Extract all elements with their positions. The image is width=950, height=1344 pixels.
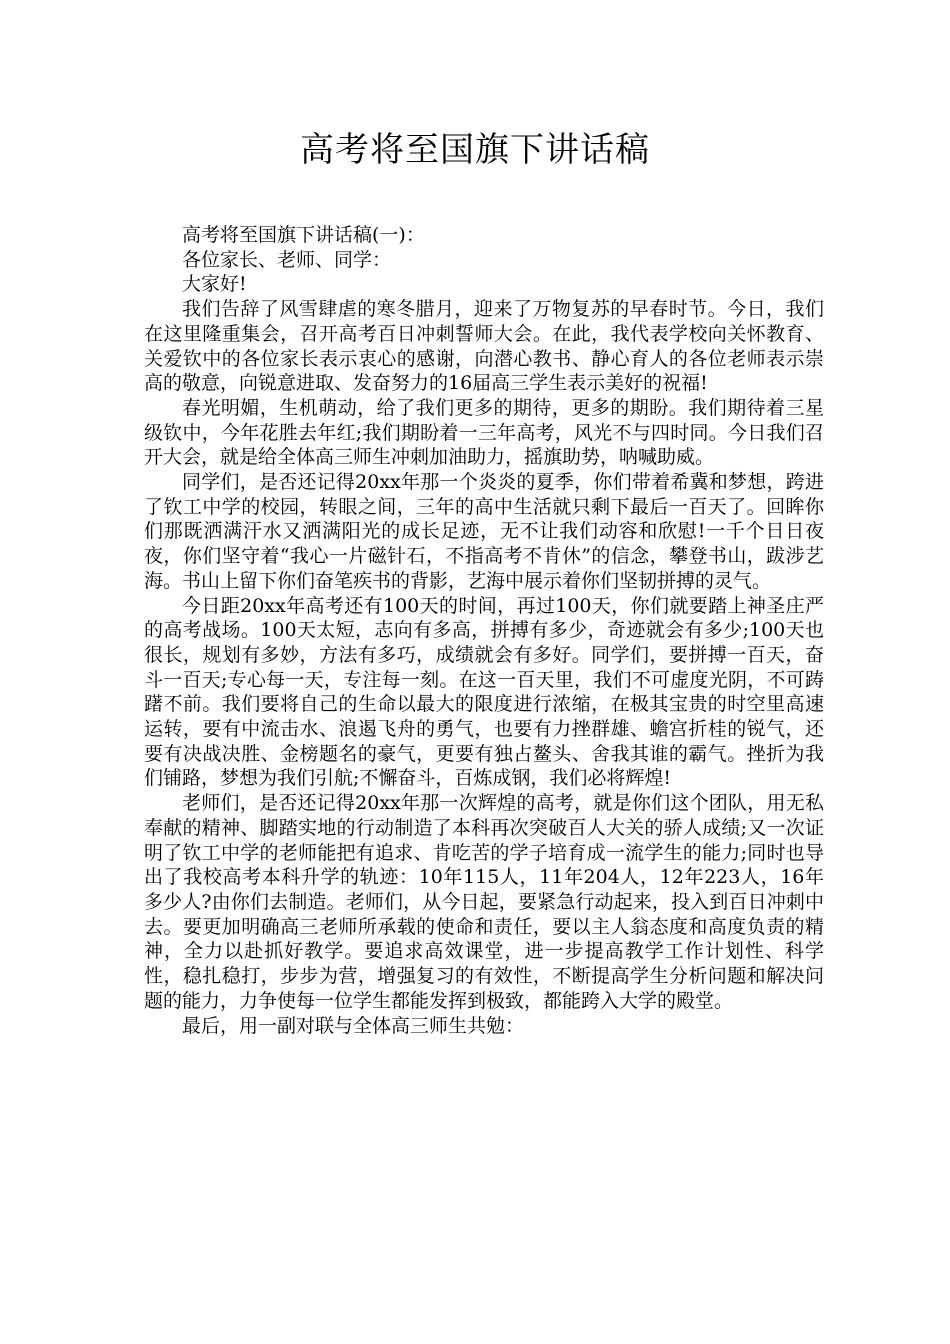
paragraph-teachers: 老师们，是否还记得20xx年那一次辉煌的高考，就是你们这个团队，用无私奉献的精神、脚踏实地的行动制造了本科再次突破百人大关的骄人成绩;又一次证明了钦工中学的老师能把有追求、肯吃苦的学子培育成一流学生的能力;同时也导出了我校高考本科升学的轨迹：10年115人，11年204人，12年223人，16年多少人?由你们去制造。老师们，从今日起，要紧急行动起来，投入到百日冲刺中去。要更加明确高三老师所承载的使命和责任，要以主人翁态度和高度负责的精神，全力以赴抓好教学。要追求高效课堂，进一步提高教学工作计划性、科学性，稳扎稳打，步步为营，增强复习的有效性，不断提高学生分析问题和解决问题的能力，力争使每一位学生都能发挥到极致，都能跨入大学的殿堂。 (144, 792, 824, 1012)
paragraph-hundred-days: 今日距20xx年高考还有100天的时间，再过100天，你们就要踏上神圣庄严的高考战场。100天太短，志向有多高，拼搏有多少，奇迹就会有多少;100天也很长，规划有多妙，方法有多巧，成绩就会有多好。同学们，要拼搏一百天，奋斗一百天;专心每一天，专注每一刻。在这一百天里，我们不可虚度光阴，不可踌躇不前。我们要将自己的生命以最大的限度进行浓缩，在极其宝贵的时空里高速运转，要有中流击水、浪遏飞舟的勇气，也要有力挫群雄、蟾宫折桂的锐气，还要有决战决胜、金榜题名的豪气，更要有独占鳌头、舍我其谁的霸气。挫折为我们铺路，梦想为我们引航;不懈奋斗，百炼成钢，我们必将辉煌! (144, 594, 824, 790)
paragraph-heading: 高考将至国旗下讲话稿(一)： (182, 224, 425, 246)
document-body (144, 223, 824, 1038)
document-title: 高考将至国旗下讲话稿 (300, 130, 650, 170)
paragraph-students: 同学们，是否还记得20xx年那一个炎炎的夏季，你们带着希冀和梦想，跨进了钦工中学的校园，转眼之间，三年的高中生活就只剩下最后一百天了。回眸你们那既洒满汗水又洒满阳光的成长足迹，无不让我们动容和欣慰!一千个日日夜夜，你们坚守着“我心一片磁针石，不指高考不肯休”的信念，攀登书山，跋涉艺海。书山上留下你们奋笔疾书的背影，艺海中展示着你们坚韧拼搏的灵气。 (144, 471, 824, 592)
paragraph-salutation: 各位家长、老师、同学： (182, 248, 392, 271)
paragraph-greeting: 大家好! (182, 273, 247, 296)
paragraph-closing: 最后，用一副对联与全体高三师生共勉： (182, 1014, 525, 1037)
paragraph-spring: 春光明媚，生机萌动，给了我们更多的期待，更多的期盼。我们期待着三星级钦中，今年花胜去年红;我们期盼着一三年高考，风光不与四时同。今日我们召开大会，就是给全体高三师生冲刺加油助力，摇旗助势，呐喊助威。 (144, 396, 824, 469)
paragraph-opening: 我们告辞了风雪肆虐的寒冬腊月，迎来了万物复苏的早春时节。今日，我们在这里隆重集会，召开高考百日冲刺誓师大会。在此，我代表学校向关怀教育、关爱钦中的各位家长表示衷心的感谢，向潜心教书、静心育人的各位老师表示崇高的敬意，向锐意进取、发奋努力的16届高三学生表示美好的祝福! (144, 298, 824, 395)
